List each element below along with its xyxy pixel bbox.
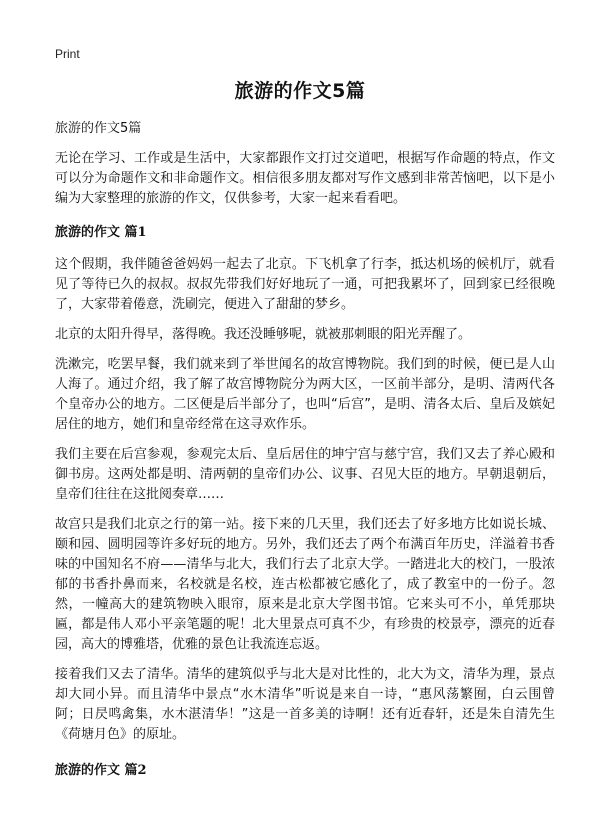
body-paragraph: 洗漱完，吃罢早餐，我们就来到了举世闻名的故宫博物院。我们到的时候，便已是人山人海了。通过介绍，我了解了故宫博物院分为两大区，一区前半部分，是明、清两代各个皇帝办公的地方。二区便是后半部分了，也叫“后宫”，是明、清各太后、皇后及嫔妃居住的地方，她们和皇帝经常在这寻欢作乐。 bbox=[55, 357, 555, 432]
intro-paragraph: 无论在学习、工作或是生活中，大家都跟作文打过交道吧，根据写作命题的特点，作文可以分为命题作文和非命题作文。相信很多朋友都对写作文感到非常苦恼吧，以下是小编为大家整理的旅游的作文，仅供参考，大家一起来看看吧。 bbox=[55, 151, 555, 206]
body-paragraph: 接着我们又去了清华。清华的建筑似乎与北大是对比性的，北大为文，清华为理，景点却大同小异。而且清华中景点“水木清华”听说是来自一诗，“惠风荡繁囿，白云围曾阿；日昃鸣禽集，水木湛清华！”这是一首多美的诗啊！还有近春轩，还是朱自清先生《荷塘月色》的原址。 bbox=[55, 667, 555, 742]
page-title: 旅游的作文5篇 bbox=[234, 80, 366, 102]
print-label[interactable]: Print bbox=[55, 47, 80, 61]
section-heading: 旅游的作文 篇1 bbox=[55, 225, 147, 240]
body-paragraph: 故宫只是我们北京之行的第一站。接下来的几天里，我们还去了好多地方比如说长城、颐和园、圆明园等许多好玩的地方。另外，我们还去了两个布满百年历史，洋溢着书香味的中国知名不府——清华与北大，我们行去了北京大学。一踏进北大的校门，一股浓郁的书香扑鼻而来，名校就是名校，连古松都被它感化了，成了教室中的一份子。忽然，一幢高大的建筑物映入眼帘，原来是北京大学图书馆。它来头可不小，单凭那块匾，都是伟人邓小平亲笔题的呢！北大里景点可真不少，有珍贵的校景亭，漂亮的近春园，高大的博雅塔，优雅的景色让我流连忘返。 bbox=[55, 517, 555, 652]
document-body bbox=[55, 119, 555, 793]
body-paragraph: 北京的太阳升得早，落得晚。我还没睡够呢，就被那刺眼的阳光弄醒了。 bbox=[55, 327, 472, 342]
body-paragraph: 这个假期，我伴随爸爸妈妈一起去了北京。下飞机拿了行李，抵达机场的候机厅，就看见了等待已久的叔叔。叔叔先带我们好好地玩了一通，可把我累坏了，回到家已经很晚了，大家带着倦意，洗刷完，便进入了甜甜的梦乡。 bbox=[55, 257, 555, 312]
document-subtitle: 旅游的作文5篇 bbox=[55, 121, 142, 136]
body-paragraph: 我们主要在后宫参观，参观完太后、皇后居住的坤宁宫与慈宁宫，我们又去了养心殿和御书房。这两处都是明、清两朝的皇帝们办公、议事、召见大臣的地方。早朝退朝后，皇帝们往往在这批阅奏章…… bbox=[55, 447, 555, 502]
section-heading: 旅游的作文 篇2 bbox=[55, 763, 147, 778]
